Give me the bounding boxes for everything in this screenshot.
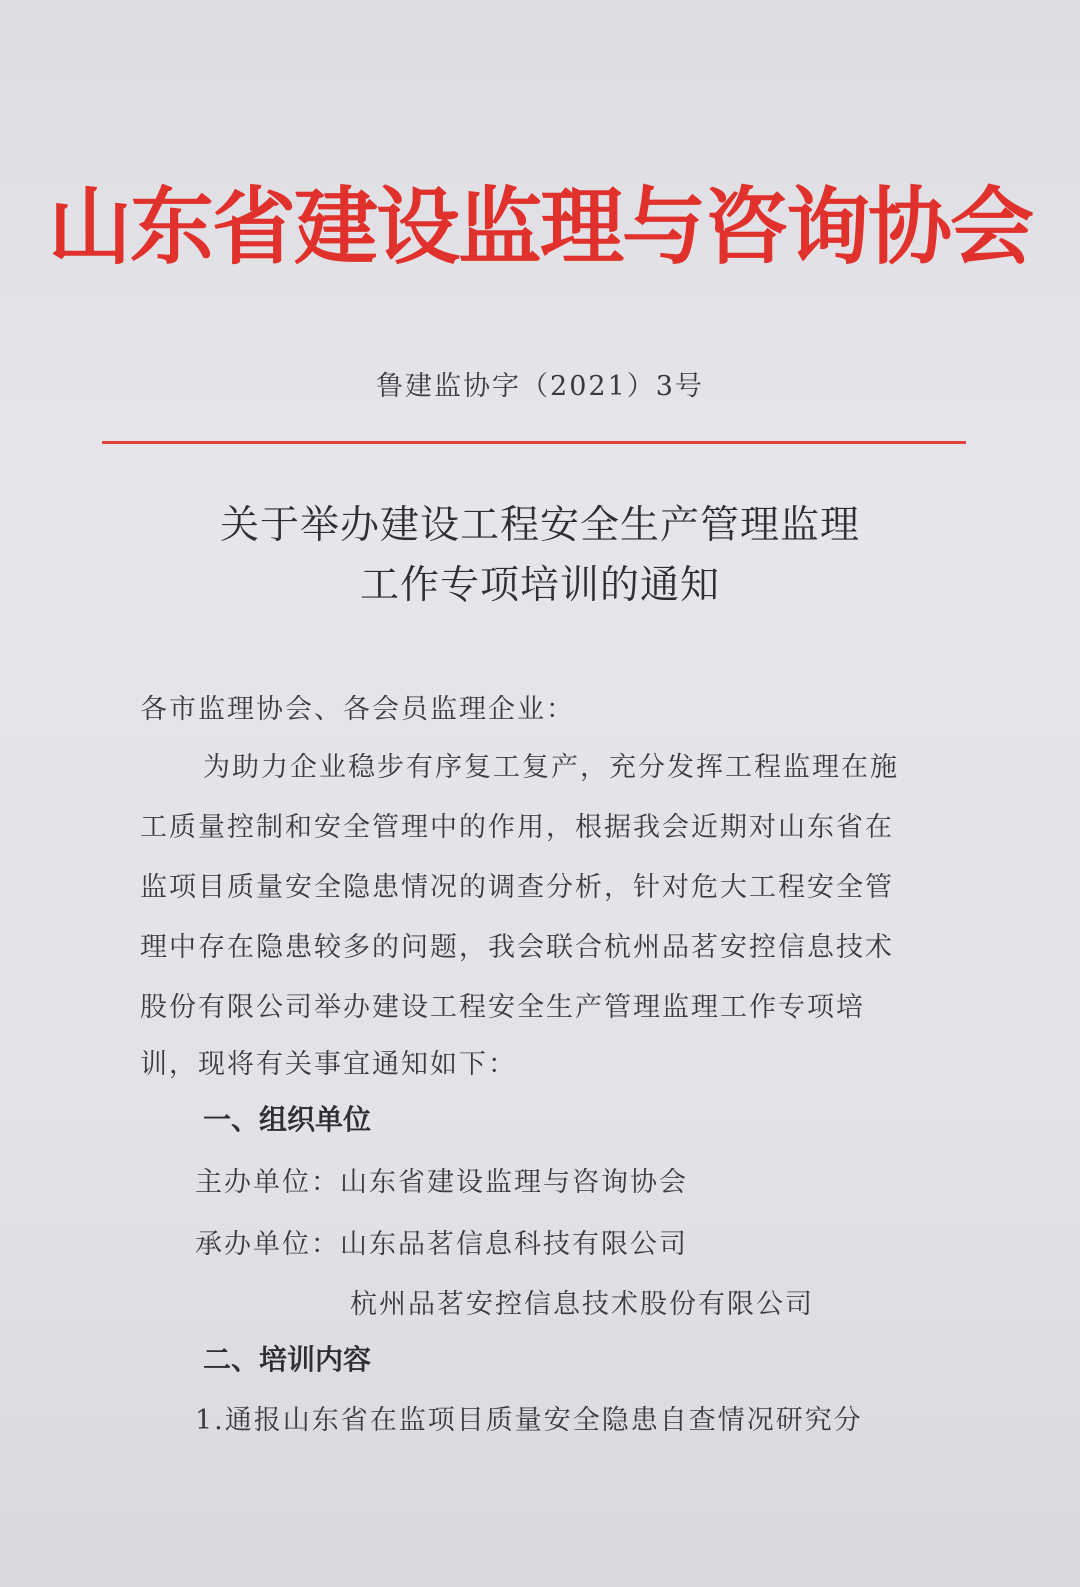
paragraph-line: 股份有限公司举办建设工程安全生产管理监理工作专项培 — [140, 992, 865, 1023]
section-heading-organizers: 一、组织单位 — [203, 1103, 372, 1136]
notice-title — [0, 496, 1080, 616]
document-number: 鲁建监协字（2021）3号 — [376, 371, 704, 402]
organizer-unit-line: 承办单位：山东品茗信息科技有限公司 — [195, 1229, 688, 1260]
training-item-1: 1.通报山东省在监项目质量安全隐患自查情况研究分 — [195, 1405, 863, 1436]
org-letterhead-title: 山东省建设监理与咨询协会 — [47, 177, 1032, 276]
paragraph-line: 训，现将有关事宜通知如下： — [140, 1049, 517, 1080]
paragraph-line: 监项目质量安全隐患情况的调查分析，针对危大工程安全管 — [140, 872, 894, 903]
organizer-unit-line-2: 杭州品茗安控信息技术股份有限公司 — [350, 1289, 814, 1320]
paragraph-line: 工质量控制和安全管理中的作用，根据我会近期对山东省在 — [140, 812, 894, 843]
notice-title-line-2: 工作专项培训的通知 — [359, 563, 720, 608]
paragraph-line: 理中存在隐患较多的问题，我会联合杭州品茗安控信息技术 — [140, 932, 894, 963]
notice-title-line-1: 关于举办建设工程安全生产管理监理 — [219, 503, 860, 548]
red-divider-line — [102, 441, 966, 444]
paragraph-line: 为助力企业稳步有序复工复产，充分发挥工程监理在施 — [203, 752, 899, 783]
host-unit-line: 主办单位：山东省建设监理与咨询协会 — [195, 1167, 688, 1198]
section-heading-training-content: 二、培训内容 — [203, 1343, 372, 1376]
salutation: 各市监理协会、各会员监理企业： — [140, 694, 575, 725]
